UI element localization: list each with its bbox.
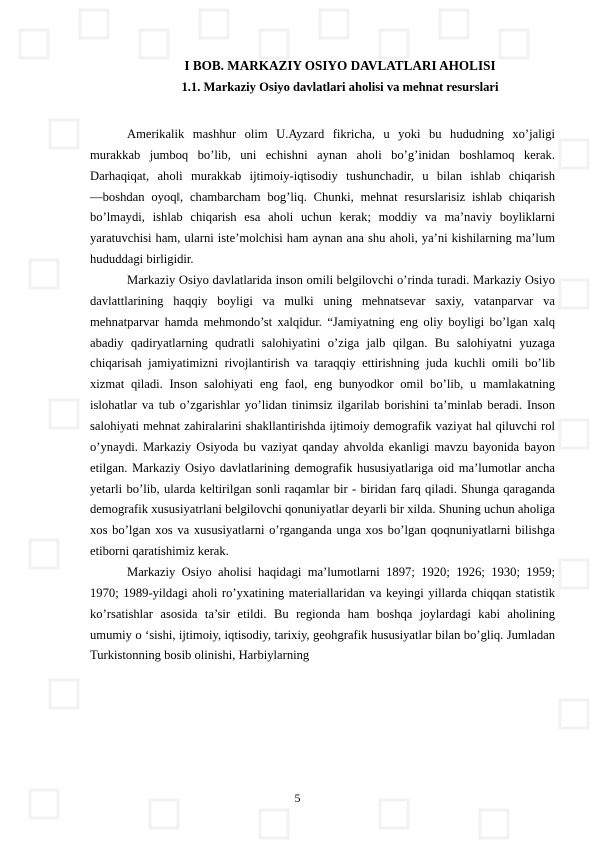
page-number: 5	[294, 791, 301, 805]
paragraph-1: Amerikalik mashhur olim U.Ayzard fikricha, u yoki bu hududning xo’jaligi murakkab jumboq bo’lib, uni echishni aynan aholi bo’g’inidan boshlamoq kerak. Darhaqiqat, aholi murakkab ijtimoiy-iqtisodiy tushunchadir, u bilan ishlab chiqarish ―boshdan oyoq‖, chambarcham bog’liq. Chunki, mehnat resurslarisiz ishlab chiqarish bo’lmaydi, ishlab chiqarish esa aholi uchun kerak; moddiy va ma’naviy boyliklarni yaratuvchisi ham, ularni iste’molchisi ham aynan ana shu aholi, ya’ni kishilarning ma’lum hududdagi birligidir.	[90, 127, 555, 267]
paragraph-2: Markaziy Osiyo davlatlarida inson omili belgilovchi o’rinda turadi. Markaziy Osiyo davlattlarining haqqiy boyligi va mulki uning mehnatsevar saxiy, vatanparvar va mehnatparvar hamda mehmondo’st xalqidur. “Jamiyatning eng oliy boyligi bo’lgan xalq abadiy qadiryatlarning qudratli salohiyatini o’ziga jalb qilgan. Bu salohiyatni yuzaga chiqarisah jamiyatimizni rivojlantirish va taraqqiy ettirishning juda kuchli omili bo’lib xizmat qiladi. Inson salohiyati eng faol, eng bunyodkor omil bo’lib, u mamlakatning islohatlar va tub o’zgarishlar yo’lidan tinimsiz ilgarilab borishini ta’minlab beradi. Inson salohiyati mehnat zahiralarini shakllantirishda ijtimoiy demografik vaziyat hal qiluvchi rol o’ynaydi. Markaziy Osiyoda bu vaziyat qanday ahvolda ekanligi mavzu bayonida bayon etilgan. Markaziy Osiyo davlatlarining demografik hususiyatlariga oid ma’lumotlar ancha yetarli bo’lib, ularda keltirilgan sonli raqamlar bir - biridan farq qiladi. Shunga qaraganda demografik xususiyatrlani belgilovchi qonuniyatlar deyarli bir xilda. Shuning uchun aholiga xos bo’lgan xos va xususiyatlarni o’rganganda unga xos bo’lgan qoqnuniyatlarni bilishga etiborni qaratishimiz kerak.	[90, 273, 555, 559]
body-text	[90, 124, 555, 666]
paragraph-3: Markaziy Osiyo aholisi haqidagi ma’lumotlarni 1897; 1920; 1926; 1930; 1959; 1970; 1989-yildagi aholi ro’yxatining materiallaridan va keyingi yillarda chiqqan statistik ko’rsatishlar asosida ta’sir etildi. Bu regionda ham boshqa joylardagi kabi aholining umumiy o ‘sishi, ijtimoiy, iqtisodiy, tarixiy, geohgrafik hususiyatlar bilan bo’gliq. Jumladan Turkistonning bosib olinishi, Harbiylarning	[90, 565, 555, 663]
chapter-heading: I BOB. MARKAZIY OSIYO DAVLATLARI AHOLISI	[184, 58, 496, 73]
section-subheading: 1.1. Markaziy Osiyo davlatlari aholisi va mehnat resurslari	[181, 80, 499, 94]
